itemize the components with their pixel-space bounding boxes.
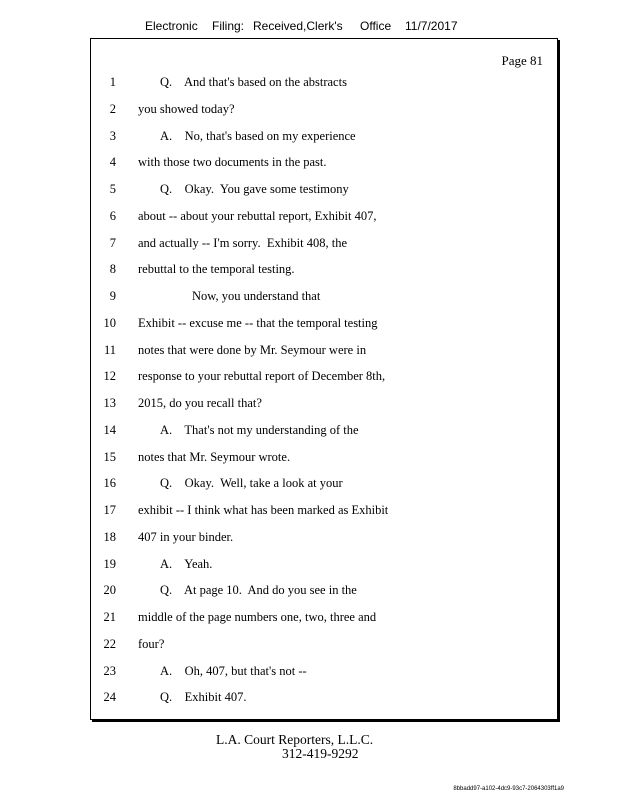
transcript-line: [91, 583, 551, 599]
transcript-line: [91, 664, 551, 680]
line-number: 13: [103, 396, 116, 410]
line-text: middle of the page numbers one, two, three and: [138, 610, 377, 624]
line-text: Q. Okay. Well, take a look at your: [160, 476, 343, 491]
reporter-phone: 312-419-9292: [282, 746, 359, 761]
line-number: 12: [103, 369, 116, 384]
transcript-line: [91, 182, 551, 198]
line-number: 23: [103, 663, 116, 678]
line-text: 407 in your binder.: [138, 529, 234, 544]
transcript-line: [91, 209, 551, 225]
line-number: 11: [103, 342, 116, 357]
line-text: with those two documents in the past.: [138, 155, 327, 170]
line-text: Q. And that's based on the abstracts: [160, 75, 347, 89]
line-text: rebuttal to the temporal testing.: [138, 262, 295, 277]
line-text: you showed today?: [138, 101, 235, 116]
line-number: 7: [109, 235, 116, 250]
line-number: 18: [103, 529, 116, 544]
line-number: 9: [109, 289, 116, 303]
line-number: 4: [109, 155, 116, 170]
transcript-line: [91, 530, 551, 546]
transcript-line: [91, 75, 551, 91]
line-number: 24: [103, 690, 116, 705]
filing-office: Office: [360, 19, 392, 33]
line-text: A. Oh, 407, but that's not --: [160, 663, 307, 678]
line-text: Now, you understand that: [192, 289, 321, 303]
transcript-line: [91, 316, 551, 332]
line-number: 3: [109, 128, 116, 143]
reporter-company: L.A. Court Reporters, L.L.C.: [216, 732, 374, 747]
line-number: 2: [109, 101, 116, 116]
line-number: 20: [103, 583, 116, 598]
line-text: Q. At page 10. And do you see in the: [160, 583, 357, 598]
line-text: notes that Mr. Seymour wrote.: [138, 449, 291, 464]
line-number: 19: [103, 556, 116, 571]
line-text: A. No, that's based on my experience: [160, 128, 356, 143]
transcript-line: [91, 690, 551, 706]
transcript-line: [91, 343, 551, 359]
transcript-line: [91, 557, 551, 573]
line-text: response to your rebuttal report of December 8th,: [138, 369, 386, 384]
line-text: exhibit -- I think what has been marked as Exhibit: [138, 503, 389, 517]
filing-date: 11/7/2017: [405, 19, 458, 33]
line-text: Q. Okay. You gave some testimony: [160, 182, 349, 196]
line-text: A. Yeah.: [160, 556, 213, 571]
line-text: 2015, do you recall that?: [138, 396, 262, 410]
transcript-line: [91, 102, 551, 118]
filing-received: Received,Clerk's: [253, 19, 343, 33]
transcript-line: [91, 396, 551, 412]
transcript-line: [91, 476, 551, 492]
line-number: 22: [103, 636, 116, 651]
transcript-line: [91, 503, 551, 519]
line-text: Q. Exhibit 407.: [160, 690, 247, 705]
line-number: 6: [109, 208, 116, 223]
line-text: Exhibit -- excuse me -- that the temporal testing: [138, 315, 378, 330]
line-number: 21: [103, 610, 116, 624]
line-number: 16: [103, 476, 116, 491]
transcript-line: [91, 423, 551, 439]
page-number: Page 81: [501, 53, 543, 68]
line-number: 15: [103, 449, 116, 464]
transcript-line: [91, 262, 551, 278]
line-text: A. That's not my understanding of the: [160, 422, 359, 437]
filing-electronic: Electronic: [145, 19, 198, 33]
line-text: four?: [138, 636, 165, 651]
line-number: 1: [109, 75, 116, 89]
transcript-line: [91, 637, 551, 653]
transcript-line: [91, 155, 551, 171]
filing-stamp-header: [0, 19, 618, 35]
line-text: about -- about your rebuttal report, Exhibit 407,: [138, 208, 377, 223]
line-text: and actually -- I'm sorry. Exhibit 408, the: [138, 235, 348, 250]
transcript-page: [90, 38, 558, 720]
transcript-line: [91, 610, 551, 626]
line-number: 8: [109, 262, 116, 277]
document-hash: 8bbadd97-a102-4dc9-93c7-2064303ff1a9: [453, 786, 564, 792]
filing-label: Filing:: [212, 19, 245, 33]
transcript-line: [91, 369, 551, 385]
transcript-line: [91, 236, 551, 252]
line-number: 10: [103, 315, 116, 330]
transcript-line: [91, 129, 551, 145]
transcript-line: [91, 450, 551, 466]
line-number: 17: [103, 503, 116, 517]
line-text: notes that were done by Mr. Seymour were in: [138, 342, 367, 357]
transcript-line: [91, 289, 551, 305]
line-number: 14: [103, 422, 116, 437]
line-number: 5: [109, 182, 116, 196]
